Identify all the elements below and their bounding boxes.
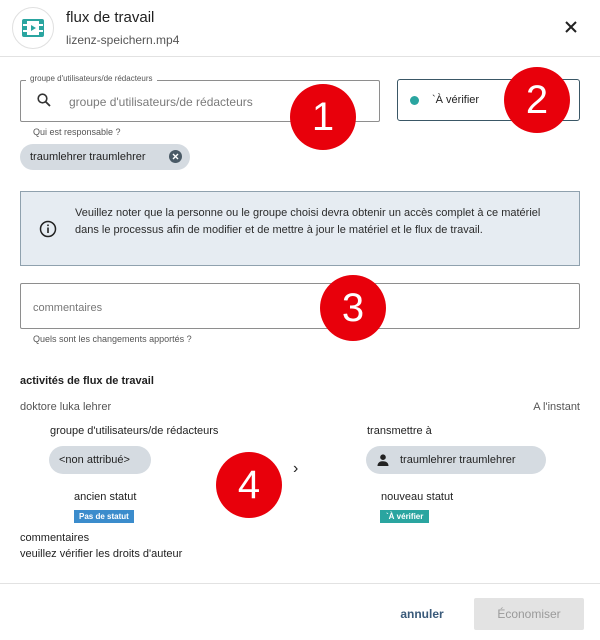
chevron-right-icon: › [293,460,299,477]
file-name: lizenz-speichern.mp4 [66,33,180,47]
assignee-helper-text: Qui est responsable ? [33,127,121,137]
old-status-title: ancien statut [74,491,137,503]
comment-input[interactable] [20,283,580,329]
activity-to-title: transmettre à [367,425,432,437]
activity-user: doktore luka lehrer [20,401,112,413]
activity-time: A l'instant [533,401,580,413]
save-button[interactable]: Économiser [474,598,584,630]
new-status-badge: `À vérifier [380,510,429,523]
close-icon[interactable] [558,14,584,40]
assignee-chip-label: traumlehrer traumlehrer [30,151,146,163]
assignee-floating-label: groupe d'utilisateurs/de rédacteurs [26,74,157,83]
status-dot-icon [410,96,419,105]
comment-placeholder: commentaires [33,302,103,314]
assignee-placeholder: groupe d'utilisateurs/de rédacteurs [69,95,253,109]
comment-helper-text: Quels sont les changements apportés ? [33,334,192,344]
activities-title: activités de flux de travail [20,375,154,387]
info-icon [39,220,57,243]
callout-marker-2: 2 [504,67,570,133]
activity-from-title: groupe d'utilisateurs/de rédacteurs [50,425,219,437]
old-status-badge: Pas de statut [74,510,134,523]
info-text: Veuillez noter que la personne ou le groupe choisi devra obtenir un accès complet à ce matériel dans le processus afin de modifier et de mettre à jour le matériel et le flux de travail. [75,207,541,236]
callout-marker-4: 4 [216,452,282,518]
callout-marker-3: 3 [320,275,386,341]
status-value: `À vérifier [432,94,480,106]
activity-comments-title: commentaires [20,532,90,544]
forward-user-chip-label: traumlehrer traumlehrer [400,454,516,466]
dialog-title: flux de travail [66,9,155,26]
remove-chip-icon[interactable] [169,150,182,163]
search-icon [37,93,51,112]
cancel-button[interactable]: annuler [400,607,444,621]
unassigned-chip-label: <non attribué> [59,454,130,466]
user-icon [376,453,390,472]
activity-comments-value: veuillez vérifier les droits d'auteur [20,548,183,560]
callout-marker-1: 1 [290,84,356,150]
new-status-title: nouveau statut [381,491,454,503]
video-file-icon [12,7,54,49]
